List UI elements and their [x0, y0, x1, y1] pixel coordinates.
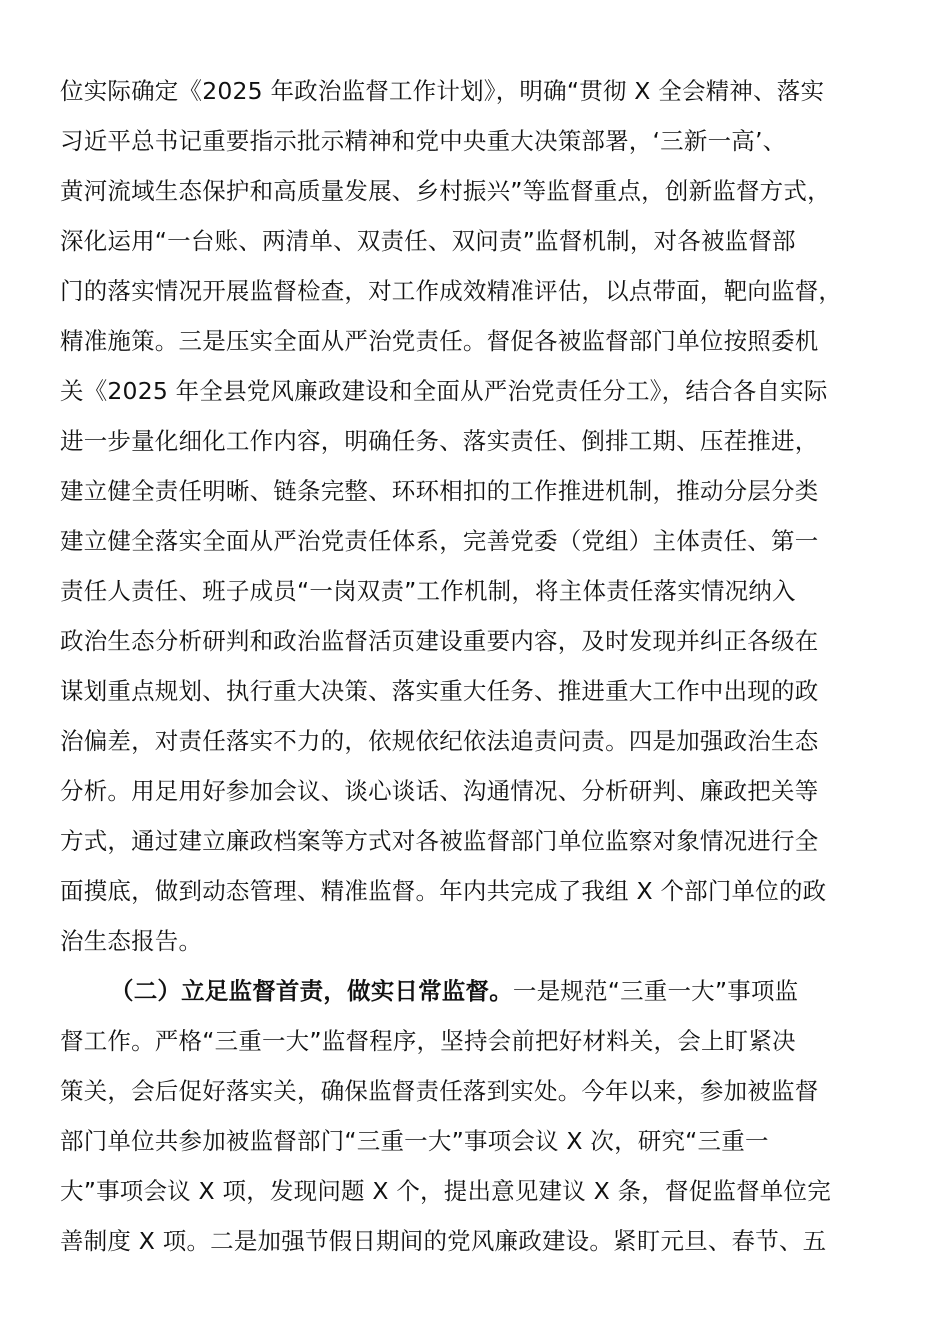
text-line: 政治生态分析研判和政治监督活页建设重要内容，及时发现并纠正各级在 [60, 627, 819, 655]
document-page [60, 66, 890, 1266]
paragraph-2-first-line [60, 966, 890, 1016]
text-line: 习近平总书记重要指示批示精神和党中央重大决策部署，‘三新一高’、 [60, 127, 787, 155]
text-line: 门的落实情况开展监督检查，对工作成效精准评估，以点带面，靶向监督， [60, 277, 843, 305]
text-line: 黄河流域生态保护和高质量发展、乡村振兴”等监督重点，创新监督方式， [60, 177, 831, 205]
text-line: 关《2025 年全县党风廉政建设和全面从严治党责任分工》，结合各自实际 [60, 377, 828, 405]
paragraph-1 [60, 66, 890, 966]
text-line: 治生态报告。 [60, 927, 203, 955]
text-line: 建立健全责任明晰、链条完整、环环相扣的工作推进机制，推动分层分类 [60, 477, 819, 505]
text-line: 督工作。严格“三重一大”监督程序，坚持会前把好材料关，会上盯紧决 [60, 1027, 796, 1055]
text-line: 谋划重点规划、执行重大决策、落实重大任务、推进重大工作中出现的政 [60, 677, 819, 705]
text-line: 位实际确定《2025 年政治监督工作计划》，明确“贯彻 X 全会精神、落实 [60, 77, 825, 105]
text-line: 精准施策。三是压实全面从严治党责任。督促各被监督部门单位按照委机 [60, 327, 819, 355]
text-line: 方式，通过建立廉政档案等方式对各被监督部门单位监察对象情况进行全 [60, 827, 819, 855]
text-line: 分析。用足用好参加会议、谈心谈话、沟通情况、分析研判、廉政把关等 [60, 777, 819, 805]
paragraph-2 [60, 966, 890, 1266]
text-span: 一是规范“三重一大”事项监 [512, 977, 799, 1005]
text-line: 面摸底，做到动态管理、精准监督。年内共完成了我组 X 个部门单位的政 [60, 877, 827, 905]
text-line: 部门单位共参加被监督部门“三重一大”事项会议 X 次，研究“三重一 [60, 1127, 769, 1155]
text-line: 责任人责任、班子成员“一岗双责”工作机制，将主体责任落实情况纳入 [60, 577, 796, 605]
text-line: 深化运用“一台账、两清单、双责任、双问责”监督机制，对各被监督部 [60, 227, 796, 255]
text-line: 大”事项会议 X 项，发现问题 X 个，提出意见建议 X 条，督促监督单位完 [60, 1177, 831, 1205]
text-line: 建立健全落实全面从严治党责任体系，完善党委（党组）主体责任、第一 [60, 527, 819, 555]
text-line: 善制度 X 项。二是加强节假日期间的党风廉政建设。紧盯元旦、春节、五 [60, 1227, 827, 1255]
text-line: 策关，会后促好落实关，确保监督责任落到实处。今年以来，参加被监督 [60, 1077, 819, 1105]
text-line: 进一步量化细化工作内容，明确任务、落实责任、倒排工期、压茬推进， [60, 427, 819, 455]
section-heading: （二）立足监督首责，做实日常监督。 [110, 977, 513, 1005]
text-line: 治偏差，对责任落实不力的，依规依纪依法追责问责。四是加强政治生态 [60, 727, 819, 755]
